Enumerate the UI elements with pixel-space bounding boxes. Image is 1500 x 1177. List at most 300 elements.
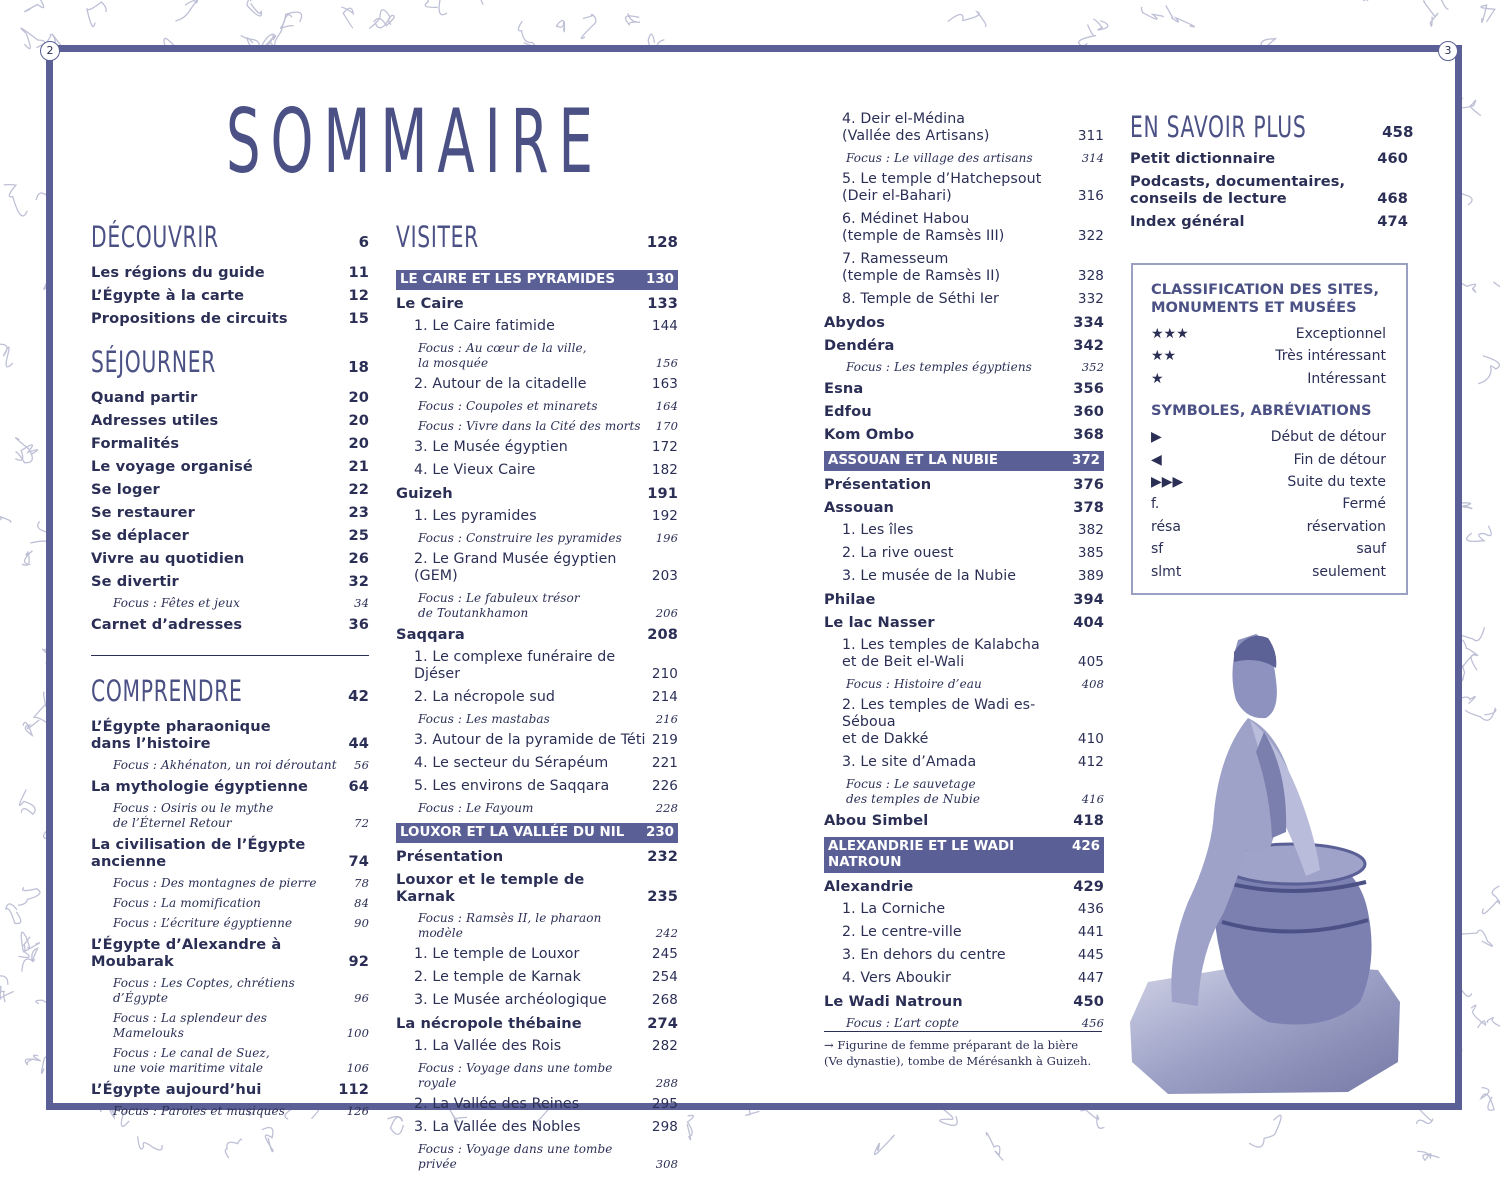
- toc-entry: [91, 287, 369, 304]
- entry-page: 34: [354, 596, 369, 610]
- toc-subentry: [824, 901, 1104, 918]
- toc-subentry: [396, 1096, 678, 1113]
- entry-page: 15: [348, 310, 369, 327]
- entry-page: 382: [1077, 522, 1104, 538]
- entry-page: 182: [651, 462, 678, 478]
- toc-entry: [91, 412, 369, 429]
- entry-label: 1. Les îles: [842, 522, 914, 538]
- legend-classification-list: [1151, 323, 1386, 390]
- entry-label: Focus : Akhénaton, un roi déroutant: [113, 758, 337, 772]
- entry-page: 90: [354, 916, 369, 930]
- entry-label: Focus : Construire les pyramides: [418, 531, 622, 545]
- entry-page: 206: [655, 606, 678, 620]
- entry-page: 288: [655, 1076, 678, 1090]
- toc-entry: [91, 616, 369, 633]
- entry-page: 418: [1073, 812, 1104, 829]
- section-savoir-list: [1130, 150, 1408, 230]
- legend-row: [1151, 493, 1386, 515]
- toc-entry: [824, 812, 1104, 829]
- caption-rule: [824, 1031, 1102, 1032]
- entry-page: 20: [348, 389, 369, 406]
- toc-entry: [396, 626, 678, 643]
- entry-page: 221: [651, 755, 678, 771]
- entry-label: Focus : La splendeur des Mamelouks: [113, 1011, 268, 1040]
- entry-label: Focus : Des montagnes de pierre: [113, 876, 317, 890]
- page-number-right: 3: [1438, 41, 1458, 61]
- entry-label: Focus : Le canal de Suez, une voie maritime vitale: [113, 1046, 270, 1075]
- entry-label: Vivre au quotidien: [91, 550, 245, 567]
- legend-description: Fermé: [1342, 496, 1386, 513]
- entry-label: La civilisation de l’Égypte ancienne: [91, 836, 306, 870]
- entry-label: 6. Médinet Habou (temple de Ramsès III): [842, 211, 1005, 244]
- entry-page: 429: [1073, 878, 1104, 895]
- legend-description: Intéressant: [1307, 370, 1386, 387]
- entry-page: 394: [1073, 591, 1104, 608]
- toc-subentry: [824, 970, 1104, 987]
- page-title: SOMMAIRE: [226, 90, 603, 193]
- entry-page: 460: [1377, 150, 1408, 167]
- toc-subentry: [396, 508, 678, 525]
- toc-subentry: [396, 462, 678, 479]
- toc-subentry: [396, 992, 678, 1009]
- entry-page: 356: [1073, 380, 1104, 397]
- toc-entry: [91, 550, 369, 567]
- entry-label: La mythologie égyptienne: [91, 778, 309, 795]
- toc-column-4: [1130, 110, 1414, 236]
- legend-symbol: ◀: [1151, 451, 1162, 468]
- entry-page: 56: [354, 758, 369, 772]
- legend-row: [1151, 538, 1386, 560]
- entry-page: 126: [346, 1104, 369, 1118]
- entry-label: Le lac Nasser: [824, 614, 935, 631]
- entry-page: 25: [348, 527, 369, 544]
- entry-page: 352: [1081, 360, 1104, 374]
- entry-page: 12: [348, 287, 369, 304]
- entry-page: 334: [1073, 314, 1104, 331]
- entry-label: Focus : Les temples égyptiens: [846, 360, 1032, 374]
- toc-subentry: [824, 111, 1104, 145]
- image-caption: → Figurine de femme préparant de la bière (Ve dynastie), tombe de Mérésankh à Guizeh.: [824, 1038, 1092, 1068]
- statue-figurine-image: [1128, 622, 1403, 1098]
- focus-entry: [396, 1142, 678, 1172]
- entry-page: 228: [655, 801, 678, 815]
- toc-entry: [91, 778, 369, 795]
- entry-page: 156: [655, 356, 678, 370]
- toc-entry: [824, 403, 1104, 420]
- toc-entry: [396, 295, 678, 312]
- entry-label: Focus : Le village des artisans: [846, 151, 1033, 165]
- entry-page: 456: [1081, 1016, 1104, 1030]
- toc-subentry: [396, 376, 678, 393]
- toc-column-2: [396, 220, 678, 1177]
- entry-page: 447: [1077, 970, 1104, 986]
- entry-label: Saqqara: [396, 626, 465, 643]
- legend-description: réservation: [1306, 518, 1386, 535]
- focus-entry: [91, 758, 369, 773]
- entry-label: 2. Le temple de Karnak: [414, 969, 581, 985]
- legend-symbol: ★★: [1151, 348, 1177, 365]
- toc-entry: [396, 871, 678, 905]
- toc-entry: [91, 504, 369, 521]
- legend-symbol: sf: [1151, 541, 1164, 558]
- focus-entry: [396, 801, 678, 816]
- entry-label: 1. La Corniche: [842, 901, 946, 917]
- entry-page: 144: [651, 318, 678, 334]
- legend-symbol: slmt: [1151, 563, 1182, 580]
- entry-page: 64: [348, 778, 369, 795]
- entry-page: 316: [1077, 188, 1104, 204]
- entry-page: 332: [1077, 291, 1104, 307]
- legend-row: [1151, 471, 1386, 493]
- region-louxor-list: [396, 848, 678, 1172]
- legend-description: Suite du texte: [1287, 474, 1386, 491]
- entry-label: 2. La rive ouest: [842, 545, 954, 561]
- focus-entry: [91, 876, 369, 891]
- entry-label: 3. En dehors du centre: [842, 947, 1006, 963]
- entry-page: 360: [1073, 403, 1104, 420]
- toc-entry: [824, 499, 1104, 516]
- entry-label: L’Égypte pharaonique dans l’histoire: [91, 718, 271, 752]
- toc-subentry: [396, 1119, 678, 1136]
- focus-entry: [91, 896, 369, 911]
- toc-entry: [1130, 213, 1408, 230]
- toc-entry: [91, 458, 369, 475]
- entry-page: 232: [647, 848, 678, 865]
- section-decouvrir-list: [91, 264, 369, 327]
- entry-page: 84: [354, 896, 369, 910]
- toc-subentry: [396, 649, 678, 683]
- entry-label: Edfou: [824, 403, 872, 420]
- entry-label: Se déplacer: [91, 527, 189, 544]
- entry-label: 2. Le Grand Musée égyptien (GEM): [414, 551, 617, 584]
- entry-page: 328: [1077, 268, 1104, 284]
- entry-label: Focus : L’écriture égyptienne: [113, 916, 293, 930]
- entry-page: 192: [651, 508, 678, 524]
- section-comprendre-heading: COMPRENDRE 42: [91, 674, 369, 708]
- entry-page: 322: [1077, 228, 1104, 244]
- entry-page: 191: [647, 485, 678, 502]
- entry-label: Focus : Vivre dans la Cité des morts: [418, 419, 641, 433]
- entry-label: Index général: [1130, 213, 1245, 230]
- toc-entry: [824, 993, 1104, 1010]
- entry-page: 133: [647, 295, 678, 312]
- legend-row: [1151, 516, 1386, 538]
- entry-label: Focus : Fêtes et jeux: [113, 596, 240, 610]
- entry-label: Le Wadi Natroun: [824, 993, 963, 1010]
- entry-page: 26: [348, 550, 369, 567]
- entry-page: 22: [348, 481, 369, 498]
- legend-symbol: ▶: [1151, 429, 1162, 446]
- entry-label: Focus : La momification: [113, 896, 261, 910]
- entry-label: Adresses utiles: [91, 412, 219, 429]
- section-comprendre-list: [91, 718, 369, 1119]
- entry-page: 235: [647, 888, 678, 905]
- entry-page: 468: [1377, 190, 1408, 207]
- legend-row: [1151, 449, 1386, 471]
- toc-entry: [824, 337, 1104, 354]
- entry-page: 436: [1077, 901, 1104, 917]
- focus-entry: [91, 1104, 369, 1119]
- entry-page: 245: [651, 946, 678, 962]
- entry-page: 474: [1377, 213, 1408, 230]
- entry-label: 1. Le Caire fatimide: [414, 318, 555, 334]
- entry-label: Podcasts, documentaires, conseils de lecture: [1130, 173, 1346, 207]
- focus-entry: [91, 976, 369, 1006]
- entry-label: 1. Le temple de Louxor: [414, 946, 580, 962]
- entry-label: 2. La nécropole sud: [414, 689, 556, 705]
- entry-label: Assouan: [824, 499, 895, 516]
- entry-page: 23: [348, 504, 369, 521]
- entry-page: 96: [354, 991, 369, 1005]
- entry-page: 314: [1081, 151, 1104, 165]
- entry-label: La nécropole thébaine: [396, 1015, 582, 1032]
- region-assouan-list: [824, 476, 1104, 829]
- toc-entry: [91, 1081, 369, 1098]
- entry-label: Focus : Coupoles et minarets: [418, 399, 598, 413]
- entry-page: 214: [651, 689, 678, 705]
- entry-page: 172: [651, 439, 678, 455]
- thebes-continued-list: [824, 111, 1104, 443]
- entry-page: 242: [655, 926, 678, 940]
- entry-label: Focus : L’art copte: [846, 1016, 960, 1030]
- entry-page: 376: [1073, 476, 1104, 493]
- entry-label: Focus : Osiris ou le mythe de l’Éternel Retour: [113, 801, 274, 830]
- entry-label: Focus : Paroles et musiques: [113, 1104, 285, 1118]
- entry-label: 1. Les pyramides: [414, 508, 537, 524]
- entry-page: 20: [348, 412, 369, 429]
- legend-description: seulement: [1312, 563, 1386, 580]
- legend-row: [1151, 561, 1386, 583]
- focus-entry: [824, 777, 1104, 807]
- toc-entry: [91, 527, 369, 544]
- entry-page: 21: [348, 458, 369, 475]
- legend-description: Exceptionnel: [1295, 326, 1386, 342]
- entry-page: 378: [1073, 499, 1104, 516]
- entry-page: 210: [651, 666, 678, 682]
- entry-page: 274: [647, 1015, 678, 1032]
- legend-row: [1151, 368, 1386, 390]
- entry-page: 203: [651, 568, 678, 584]
- legend-symbol: f.: [1151, 496, 1160, 513]
- focus-entry: [824, 360, 1104, 375]
- legend-description: Fin de détour: [1293, 451, 1386, 468]
- entry-label: Formalités: [91, 435, 180, 452]
- toc-entry: [91, 264, 369, 281]
- toc-entry: [1130, 150, 1408, 167]
- focus-entry: [396, 399, 678, 414]
- toc-entry: [91, 936, 369, 970]
- toc-subentry: [824, 568, 1104, 585]
- region-bar-louxor: LOUXOR ET LA VALLÉE DU NIL 230: [396, 823, 678, 843]
- entry-page: 78: [354, 876, 369, 890]
- region-bar-alexandrie: ALEXANDRIE ET LE WADI NATROUN 426: [824, 837, 1104, 873]
- entry-label: Propositions de circuits: [91, 310, 288, 327]
- entry-label: 3. Le Musée archéologique: [414, 992, 607, 1008]
- toc-subentry: [824, 291, 1104, 308]
- toc-entry: [824, 426, 1104, 443]
- toc-entry: [91, 573, 369, 590]
- toc-entry: [91, 718, 369, 752]
- section-sejourner-list: [91, 389, 369, 633]
- section-decouvrir-heading: DÉCOUVRIR 6: [91, 220, 369, 254]
- entry-label: Focus : Le Fayoum: [418, 801, 534, 815]
- toc-entry: [91, 481, 369, 498]
- entry-page: 72: [354, 816, 369, 830]
- entry-label: 1. La Vallée des Rois: [414, 1038, 562, 1054]
- section-savoir-heading: EN SAVOIR PLUS 458: [1130, 110, 1414, 144]
- entry-page: 254: [651, 969, 678, 985]
- region-caire-list: [396, 295, 678, 816]
- entry-label: Focus : Les Coptes, chrétiens d’Égypte: [113, 976, 295, 1005]
- entry-page: 308: [655, 1157, 678, 1171]
- entry-label: 5. Le temple d’Hatchepsout (Deir el-Bahari): [842, 171, 1042, 204]
- entry-page: 208: [647, 626, 678, 643]
- focus-entry: [824, 677, 1104, 692]
- entry-label: 1. Le complexe funéraire de Djéser: [414, 649, 616, 682]
- legend-symbols-list: [1151, 426, 1386, 583]
- entry-page: 282: [651, 1038, 678, 1054]
- toc-entry: [824, 591, 1104, 608]
- toc-subentry: [396, 732, 678, 749]
- entry-label: 5. Les environs de Saqqara: [414, 778, 610, 794]
- entry-label: 2. Le centre-ville: [842, 924, 962, 940]
- entry-page: 410: [1077, 731, 1104, 747]
- focus-entry: [396, 419, 678, 434]
- entry-label: Alexandrie: [824, 878, 914, 895]
- entry-label: Focus : Ramsès II, le pharaon modèle: [418, 911, 602, 940]
- entry-label: 2. Les temples de Wadi es-Séboua et de Dakké: [842, 697, 1036, 747]
- entry-label: 4. Le Vieux Caire: [414, 462, 536, 478]
- toc-entry: [396, 848, 678, 865]
- entry-page: 385: [1077, 545, 1104, 561]
- focus-entry: [91, 596, 369, 611]
- legend-symbol: ★: [1151, 370, 1164, 387]
- toc-entry: [824, 476, 1104, 493]
- legend-symbols-heading: SYMBOLES, ABRÉVIATIONS: [1151, 402, 1372, 420]
- entry-label: 3. Autour de la pyramide de Téti: [414, 732, 646, 748]
- entry-page: 450: [1073, 993, 1104, 1010]
- focus-entry: [396, 911, 678, 941]
- entry-page: 389: [1077, 568, 1104, 584]
- entry-page: 416: [1081, 792, 1104, 806]
- entry-label: Se divertir: [91, 573, 179, 590]
- toc-subentry: [824, 211, 1104, 245]
- toc-subentry: [824, 171, 1104, 205]
- focus-entry: [396, 1061, 678, 1091]
- toc-subentry: [396, 755, 678, 772]
- entry-page: 445: [1077, 947, 1104, 963]
- toc-entry: [824, 380, 1104, 397]
- toc-subentry: [824, 697, 1104, 748]
- toc-subentry: [824, 545, 1104, 562]
- entry-label: 4. Vers Aboukir: [842, 970, 951, 986]
- toc-entry: [824, 314, 1104, 331]
- entry-label: Focus : Au cœur de la ville, la mosquée: [418, 341, 587, 370]
- entry-page: 219: [651, 732, 678, 748]
- region-bar-caire: LE CAIRE ET LES PYRAMIDES 130: [396, 270, 678, 290]
- toc-subentry: [824, 251, 1104, 285]
- entry-label: Quand partir: [91, 389, 198, 406]
- focus-entry: [91, 916, 369, 931]
- entry-page: 100: [346, 1026, 369, 1040]
- entry-page: 170: [655, 419, 678, 433]
- entry-page: 311: [1077, 128, 1104, 144]
- entry-label: Focus : Histoire d’eau: [846, 677, 982, 691]
- entry-label: 3. Le musée de la Nubie: [842, 568, 1017, 584]
- entry-page: 368: [1073, 426, 1104, 443]
- region-alexandrie-list: [824, 878, 1104, 1031]
- entry-label: 2. La Vallée des Reines: [414, 1096, 580, 1112]
- toc-entry: [396, 485, 678, 502]
- toc-entry: [824, 878, 1104, 895]
- entry-label: 4. Le secteur du Sérapéum: [414, 755, 609, 771]
- toc-entry: [396, 1015, 678, 1032]
- entry-label: 8. Temple de Séthi Ier: [842, 291, 999, 307]
- entry-page: 404: [1073, 614, 1104, 631]
- toc-subentry: [396, 969, 678, 986]
- toc-entry: [824, 614, 1104, 631]
- toc-subentry: [396, 1038, 678, 1055]
- entry-page: 342: [1073, 337, 1104, 354]
- entry-label: Philae: [824, 591, 876, 608]
- entry-label: Petit dictionnaire: [1130, 150, 1276, 167]
- legend-description: sauf: [1356, 541, 1386, 558]
- entry-label: Présentation: [824, 476, 932, 493]
- entry-label: Focus : Le sauvetage des temples de Nubie: [846, 777, 981, 806]
- section-visiter-heading: VISITER 128: [396, 220, 678, 254]
- entry-page: 405: [1077, 654, 1104, 670]
- entry-label: Le Caire: [396, 295, 464, 312]
- entry-label: Se restaurer: [91, 504, 195, 521]
- entry-label: Focus : Voyage dans une tombe privée: [418, 1142, 613, 1171]
- entry-page: 163: [651, 376, 678, 392]
- entry-page: 412: [1077, 754, 1104, 770]
- toc-subentry: [824, 637, 1104, 671]
- entry-label: L’Égypte aujourd’hui: [91, 1081, 262, 1098]
- entry-label: Focus : Le fabuleux trésor de Toutankhamon: [418, 591, 580, 620]
- legend-description: Très intéressant: [1275, 348, 1386, 365]
- legend-box: [1131, 263, 1408, 595]
- toc-subentry: [824, 522, 1104, 539]
- entry-page: 11: [348, 264, 369, 281]
- toc-subentry: [396, 778, 678, 795]
- toc-column-3: [824, 111, 1104, 1036]
- entry-label: Guizeh: [396, 485, 453, 502]
- entry-label: 7. Ramesseum (temple de Ramsès II): [842, 251, 1001, 284]
- entry-label: Se loger: [91, 481, 160, 498]
- focus-entry: [396, 712, 678, 727]
- focus-entry: [91, 1046, 369, 1076]
- entry-label: Abou Simbel: [824, 812, 929, 829]
- entry-page: 112: [338, 1081, 369, 1098]
- entry-label: 2. Autour de la citadelle: [414, 376, 587, 392]
- entry-label: Dendéra: [824, 337, 895, 354]
- legend-symbol: ▶▶▶: [1151, 474, 1184, 491]
- entry-page: 44: [348, 735, 369, 752]
- entry-label: Le voyage organisé: [91, 458, 253, 475]
- entry-page: 106: [346, 1061, 369, 1075]
- legend-row: [1151, 345, 1386, 367]
- focus-entry: [824, 151, 1104, 166]
- entry-label: Kom Ombo: [824, 426, 915, 443]
- toc-subentry: [824, 947, 1104, 964]
- entry-page: 216: [655, 712, 678, 726]
- toc-subentry: [396, 551, 678, 585]
- toc-entry: [91, 836, 369, 870]
- region-bar-assouan: ASSOUAN ET LA NUBIE 372: [824, 451, 1104, 471]
- focus-entry: [91, 801, 369, 831]
- legend-symbol: résa: [1151, 518, 1181, 535]
